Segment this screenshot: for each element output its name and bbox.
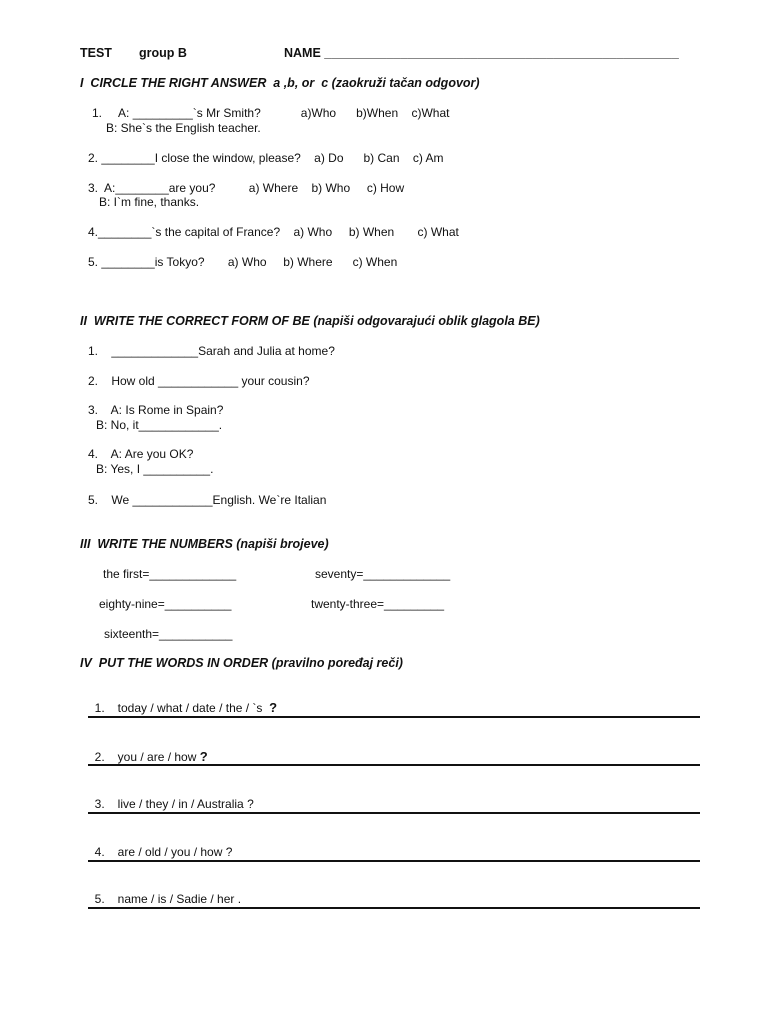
name-field: NAME ___________________________________________________	[284, 46, 679, 60]
section-1-title: I CIRCLE THE RIGHT ANSWER a ,b, or c (zaokruži tačan odgovor)	[80, 76, 480, 90]
order-item-words: today / what / date / the / `s	[117, 701, 270, 715]
number-twenty-three: twenty-three=_________	[311, 597, 445, 611]
answer-line-2[interactable]	[88, 764, 700, 766]
s1-question-4: 4.________`s the capital of France? a) Who b) When c) What	[88, 225, 459, 239]
s2-question-3-answer: B: No, it____________.	[96, 418, 223, 432]
order-item-question-mark: ?	[269, 700, 278, 715]
order-item	[88, 735, 208, 764]
s1-question-3-answer: B: I`m fine, thanks.	[99, 195, 200, 209]
s1-question-1: 1. A: _________`s Mr Smith? a)Who b)When c)What	[92, 106, 450, 120]
order-item	[88, 830, 232, 859]
s2-question-5: 5. We ____________English. We`re Italian	[88, 493, 327, 507]
order-item-number: 2.	[94, 750, 105, 764]
section-4-title: IV PUT THE WORDS IN ORDER (pravilno poređaj reči)	[80, 656, 403, 670]
s1-question-1-answer: B: She`s the English teacher.	[106, 121, 261, 135]
answer-line-5[interactable]	[88, 907, 700, 909]
s1-question-2: 2. ________I close the window, please? a) Do b) Can c) Am	[88, 151, 444, 165]
number-seventy: seventy=_____________	[315, 567, 451, 581]
s2-question-4-answer: B: Yes, I __________.	[96, 462, 214, 476]
s1-question-5: 5. ________is Tokyo? a) Who b) Where c) When	[88, 255, 398, 269]
section-3-title: III WRITE THE NUMBERS (napiši brojeve)	[80, 537, 329, 551]
order-item	[88, 686, 277, 715]
group-label: group B	[139, 46, 187, 60]
test-label: TEST	[80, 46, 112, 60]
order-item-words: live / they / in / Australia ?	[117, 797, 254, 811]
s2-question-1: 1. _____________Sarah and Julia at home?	[88, 344, 335, 358]
order-item-number: 3.	[94, 797, 105, 811]
order-item	[88, 877, 241, 906]
order-item-words: name / is / Sadie / her .	[117, 892, 242, 906]
s1-question-3: 3. A:________are you? a) Where b) Who c) How	[88, 181, 405, 195]
answer-line-3[interactable]	[88, 812, 700, 814]
s2-question-2: 2. How old ____________ your cousin?	[88, 374, 310, 388]
number-sixteenth: sixteenth=___________	[104, 627, 233, 641]
number-eighty-nine: eighty-nine=__________	[99, 597, 232, 611]
section-2-title: II WRITE THE CORRECT FORM OF BE (napiši odgovarajući oblik glagola BE)	[80, 314, 540, 328]
order-item	[88, 782, 254, 811]
s2-question-3: 3. A: Is Rome in Spain?	[88, 403, 224, 417]
order-item-number: 1.	[94, 701, 105, 715]
s2-question-4: 4. A: Are you OK?	[88, 447, 194, 461]
answer-line-4[interactable]	[88, 860, 700, 862]
order-item-words: you / are / how	[117, 750, 200, 764]
order-item-number: 5.	[94, 892, 105, 906]
order-item-number: 4.	[94, 845, 105, 859]
order-item-question-mark: ?	[199, 749, 208, 764]
answer-line-1[interactable]	[88, 716, 700, 718]
order-item-words: are / old / you / how ?	[117, 845, 233, 859]
number-the-first: the first=_____________	[103, 567, 237, 581]
